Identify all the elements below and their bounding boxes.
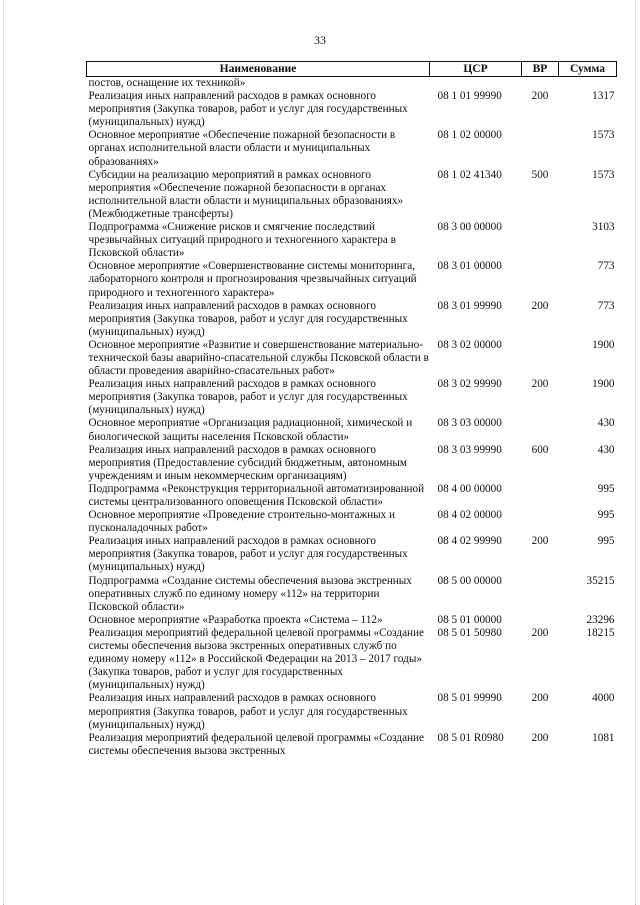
cell-csr: 08 3 00 00000 [437,221,502,234]
table-row [87,90,617,129]
cell-csr: 08 5 01 50980 [437,626,502,639]
cell-sum: 995 [597,535,615,548]
cell-name: Основное мероприятие «Организация радиационной, химической и биологической защиты населения Псковской области» [88,417,413,443]
cell-csr: 08 5 01 99990 [437,692,502,705]
cell-vr [522,509,559,535]
cell-sum: 995 [597,482,615,495]
cell-name: Реализация иных направлений расходов в рамках основного мероприятия (Закупка товаров, работ и услуг для государственных (муниципальных) нужд) [88,378,408,417]
cell-sum: 773 [597,299,615,312]
table-row [87,614,617,627]
cell-csr: 08 3 02 00000 [437,338,502,351]
cell-vr [522,260,559,299]
cell-csr [430,77,522,91]
cell-csr: 08 5 01 R0980 [437,731,504,744]
table-row [87,575,617,614]
cell-vr: 200 [531,535,549,548]
cell-name: Реализация иных направлений расходов в рамках основного мероприятия (Закупка товаров, работ и услуг для государственных (муниципальных) нужд) [88,299,408,338]
cell-sum: 995 [597,509,615,522]
cell-vr [522,417,559,443]
cell-sum: 1081 [592,731,615,744]
cell-name: Реализация иных направлений расходов в рамках основного мероприятия (Предоставление субсидий бюджетным, автономным учреждениям и иным некоммерческим организациям) [88,443,407,482]
cell-sum: 1317 [592,90,615,103]
table-row [87,339,617,378]
cell-vr: 200 [531,378,549,391]
table-row [87,378,617,417]
cell-name: Реализация иных направлений расходов в рамках основного мероприятия (Закупка товаров, работ и услуг для государственных (муниципальных) нужд) [88,90,408,129]
cell-sum: 18215 [586,626,615,639]
cell-name: Реализация мероприятий федеральной целевой программы «Создание системы обеспечения вызова экстренных [88,731,424,757]
table-row [87,732,617,758]
table-row [87,169,617,221]
cell-sum: 1900 [592,338,615,351]
header-csr: ЦСР [430,62,522,77]
table-row [87,627,617,692]
scan-edge-right [635,0,637,905]
page-number: 33 [314,33,326,47]
cell-sum: 35215 [586,574,615,587]
cell-csr: 08 4 02 99990 [437,535,502,548]
cell-name: Основное мероприятие «Разработка проекта «Система – 112» [88,613,383,626]
table-body [87,77,617,758]
table-row [87,129,617,168]
cell-name: Основное мероприятие «Развитие и совершенствование материально-технической базы аварийно-спасательной службы Псковской области в области проведения аварийно-спасательных работ» [88,338,429,378]
table-row [87,300,617,339]
cell-vr [522,77,559,91]
cell-vr [522,614,559,627]
cell-sum: 1900 [592,378,615,391]
cell-vr: 200 [531,299,549,312]
table-header-row [87,62,617,77]
cell-sum: 773 [597,260,615,273]
cell-sum: 1573 [592,168,615,181]
table-row [87,417,617,443]
budget-table-container [86,61,616,758]
cell-sum: 1573 [592,129,615,142]
cell-vr [522,129,559,168]
cell-name: Основное мероприятие «Проведение строительно-монтажных и пусконаладочных работ» [88,509,396,535]
cell-sum: 23296 [586,613,615,626]
cell-name: Подпрограмма «Реконструкция территориальной автоматизированной системы централизованного оповещения Псковской области» [88,482,425,508]
table-row [87,535,617,574]
cell-sum: 3103 [592,221,615,234]
cell-vr [522,483,559,509]
cell-name: Основное мероприятие «Совершенствование системы мониторинга, лабораторного контроля и прогнозирования чрезвычайных ситуаций природного и техногенного характера» [88,260,417,299]
cell-name: Реализация мероприятий федеральной целевой программы «Создание системы обеспечения вызова экстренных оперативных служб по единому номеру «112» в Российской Федерации на 2013 – 2017 годы» (Закупка товаров, работ и услуг для государственных (муниципальных) нужд) [88,626,424,692]
table-row [87,483,617,509]
cell-csr: 08 3 03 00000 [437,417,502,430]
cell-name: Реализация иных направлений расходов в рамках основного мероприятия (Закупка товаров, работ и услуг для государственных (муниципальных) нужд) [88,535,408,574]
cell-vr: 200 [531,731,549,744]
cell-vr [522,575,559,614]
cell-name: Субсидии на реализацию мероприятий в рамках основного мероприятия «Обеспечение пожарной безопасности в органах исполнительной власти области и муниципальных образованиях» (Межбюджетные трансферты) [88,168,404,220]
cell-csr: 08 5 00 00000 [437,574,502,587]
cell-vr [522,339,559,378]
cell-vr: 200 [531,626,549,639]
cell-vr: 200 [531,90,549,103]
cell-name: Подпрограмма «Создание системы обеспечения вызова экстренных оперативных служб по единому номеру «112» на территории Псковской области» [88,574,412,613]
header-sum: Сумма [559,62,617,77]
cell-vr [522,221,559,260]
cell-vr: 200 [531,692,549,705]
header-name: Наименование [87,62,430,77]
cell-name: Основное мероприятие «Обеспечение пожарной безопасности в органах исполнительной власти области и муниципальных образованиях» [88,129,396,168]
table-row [87,509,617,535]
cell-csr: 08 3 03 99990 [437,443,502,456]
cell-vr: 600 [531,443,549,456]
scan-edge-left [3,0,5,905]
table-row [87,444,617,483]
cell-csr: 08 4 02 00000 [437,509,502,522]
cell-name: постов, оснащение их техникой» [88,77,246,89]
table-row [87,77,617,91]
cell-csr: 08 1 01 99990 [437,90,502,103]
cell-csr: 08 5 01 00000 [437,613,502,626]
cell-sum [559,77,617,91]
cell-csr: 08 4 00 00000 [437,482,502,495]
cell-csr: 08 3 02 99990 [437,378,502,391]
table-header [87,62,617,77]
table-row [87,260,617,299]
cell-name: Подпрограмма «Снижение рисков и смягчение последствий чрезвычайных ситуаций природного и техногенного характера в Псковской области» [88,221,396,260]
cell-csr: 08 3 01 00000 [437,260,502,273]
cell-csr: 08 1 02 00000 [437,129,502,142]
budget-table [86,61,617,758]
cell-vr: 500 [531,168,549,181]
cell-csr: 08 3 01 99990 [437,299,502,312]
cell-sum: 430 [597,443,615,456]
cell-sum: 430 [597,417,615,430]
table-row [87,692,617,731]
cell-csr: 08 1 02 41340 [437,168,502,181]
cell-sum: 4000 [592,692,615,705]
table-row [87,221,617,260]
cell-name: Реализация иных направлений расходов в рамках основного мероприятия (Закупка товаров, работ и услуг для государственных (муниципальных) нужд) [88,692,408,731]
header-vr: ВР [522,62,559,77]
